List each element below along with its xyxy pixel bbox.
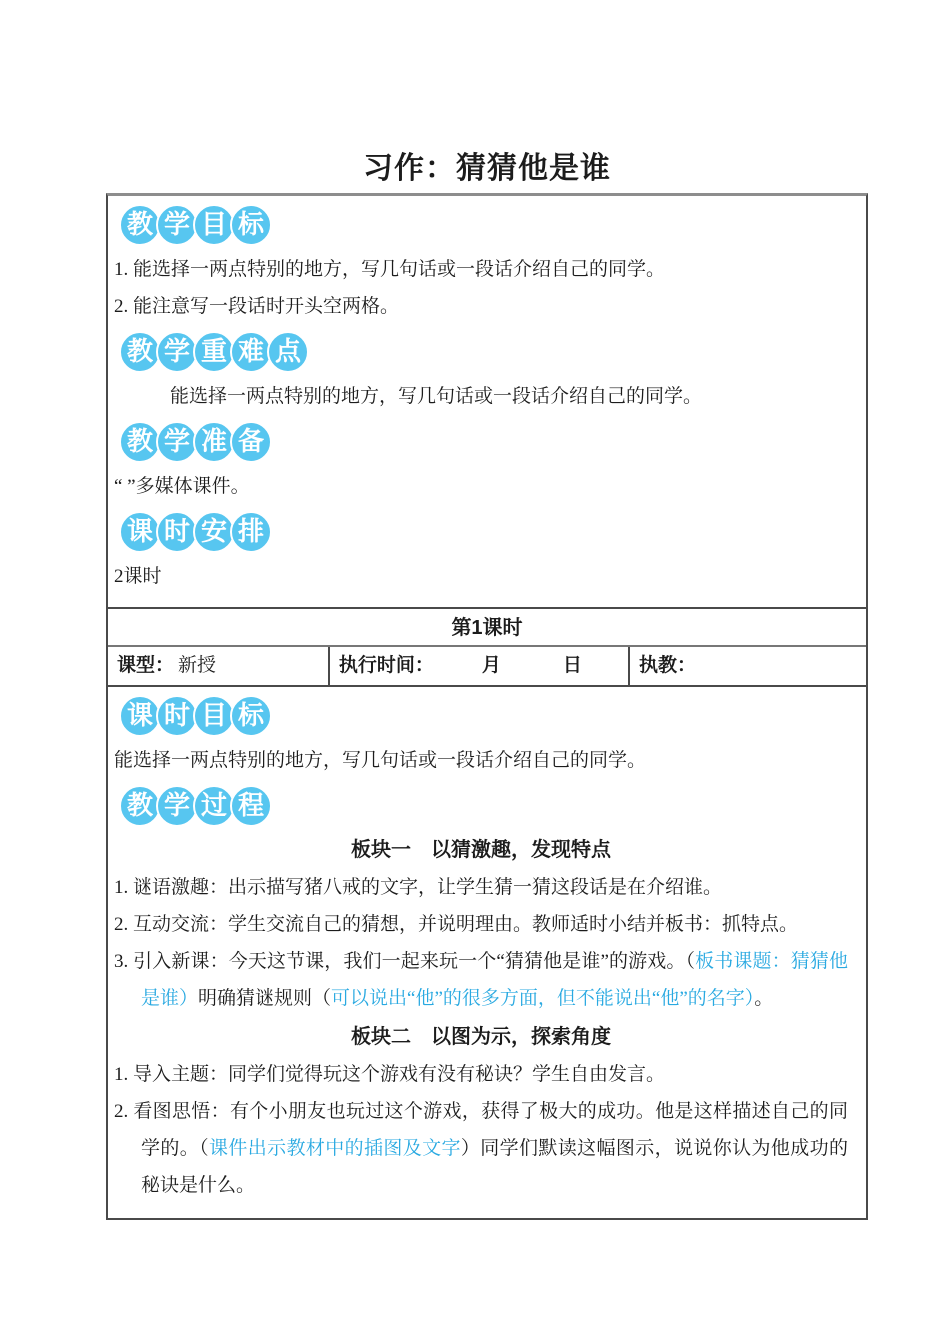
block1-item-3-text: 3. 引入新课：今天这节课，我们一起来玩一个“猜猜他是谁”的游戏。（	[114, 951, 696, 972]
session-title: 第1课时	[451, 617, 523, 639]
badge-circle: 目	[193, 204, 235, 246]
badge-circle: 课	[119, 511, 161, 553]
exec-time-month: 月	[481, 655, 501, 676]
session-meta-row	[108, 645, 866, 685]
block2-item-2-text: ）同学们默读这幅图示，说说你认为他成功的秘诀是什么。	[141, 1138, 848, 1196]
exec-time-label: 执行时间：	[338, 655, 434, 676]
preparation-badge-icon	[119, 421, 848, 463]
badge-circle: 重	[193, 331, 235, 373]
badge-circle: 安	[193, 511, 235, 553]
course-type-cell	[108, 647, 328, 685]
block2-item-2	[114, 1093, 848, 1204]
badge-circle: 课	[119, 695, 161, 737]
block2-heading: 板块二 以图为示，探索角度	[351, 1026, 611, 1048]
session-title-row	[108, 607, 866, 645]
block1-heading: 板块一 以猜激趣，发现特点	[351, 839, 611, 861]
block1-item-3-text: 明确猜谜规则（	[198, 988, 332, 1009]
badge-circle: 教	[119, 204, 161, 246]
course-type-value: 新授	[178, 655, 217, 676]
block2-item-1: 1. 导入主题：同学们觉得玩这个游戏有没有秘诀？学生自由发言。	[114, 1064, 666, 1085]
lesson-plan-table	[106, 193, 868, 1220]
lesson-goal-text: 能选择一两点特别的地方，写几句话或一段话介绍自己的同学。	[114, 750, 647, 771]
badge-circle: 教	[119, 331, 161, 373]
badge-circle: 备	[230, 421, 272, 463]
course-type-label: 课型：	[117, 655, 175, 676]
block2-item-2-courseware-note: 课件出示教材中的插图及文字	[209, 1138, 461, 1159]
badge-circle: 教	[119, 421, 161, 463]
teacher-label: 执教：	[638, 655, 696, 676]
badge-circle: 时	[156, 511, 198, 553]
badge-circle: 准	[193, 421, 235, 463]
badge-circle: 排	[230, 511, 272, 553]
section-overview	[108, 196, 866, 607]
key-points-badge-icon	[119, 331, 848, 373]
block1-item-3	[114, 943, 848, 1017]
badge-circle: 难	[230, 331, 272, 373]
section-lesson1	[108, 685, 866, 1218]
page-title: 习作：猜猜他是谁	[363, 152, 611, 185]
badge-circle: 学	[156, 421, 198, 463]
block1-item-3-board-note: 板书课题：猜猜他是谁）	[141, 951, 848, 1009]
teaching-process-badge-icon	[119, 785, 848, 827]
exec-time-day: 日	[562, 655, 582, 676]
block1-item-1: 1. 谜语激趣：出示描写猪八戒的文字，让学生猜一猜这段话是在介绍谁。	[114, 877, 723, 898]
badge-circle: 目	[193, 695, 235, 737]
exec-time-cell	[328, 647, 628, 685]
badge-circle: 时	[156, 695, 198, 737]
badge-circle: 标	[230, 695, 272, 737]
badge-circle: 学	[156, 785, 198, 827]
teaching-goal-item-1: 1. 能选择一两点特别的地方，写几句话或一段话介绍自己的同学。	[114, 259, 666, 280]
lesson-goal-badge-icon	[119, 695, 848, 737]
preparation-text: “ ”多媒体课件。	[114, 476, 250, 497]
badge-circle: 学	[156, 331, 198, 373]
badge-circle: 教	[119, 785, 161, 827]
block1-item-2: 2. 互动交流：学生交流自己的猜想，并说明理由。教师适时小结并板书：抓特点。	[114, 914, 799, 935]
block1-item-3-text: 。	[754, 988, 774, 1009]
block1-item-3-rule-note: 可以说出“他”的很多方面，但不能说出“他”的名字）	[331, 988, 755, 1009]
badge-circle: 程	[230, 785, 272, 827]
key-points-text: 能选择一两点特别的地方，写几句话或一段话介绍自己的同学。	[170, 386, 703, 407]
badge-circle: 学	[156, 204, 198, 246]
badge-circle: 过	[193, 785, 235, 827]
teacher-cell	[628, 647, 866, 685]
teaching-goal-item-2: 2. 能注意写一段话时开头空两格。	[114, 296, 400, 317]
schedule-badge-icon	[119, 511, 848, 553]
badge-circle: 点	[267, 331, 309, 373]
schedule-text: 2课时	[114, 566, 162, 587]
block2-item-2-text: 2. 看图思悟：有个小朋友也玩过这个游戏，获得了极大的成功。他是这样描述自己的同学的。（	[114, 1101, 848, 1159]
badge-circle: 标	[230, 204, 272, 246]
teaching-goal-badge-icon	[119, 204, 848, 246]
